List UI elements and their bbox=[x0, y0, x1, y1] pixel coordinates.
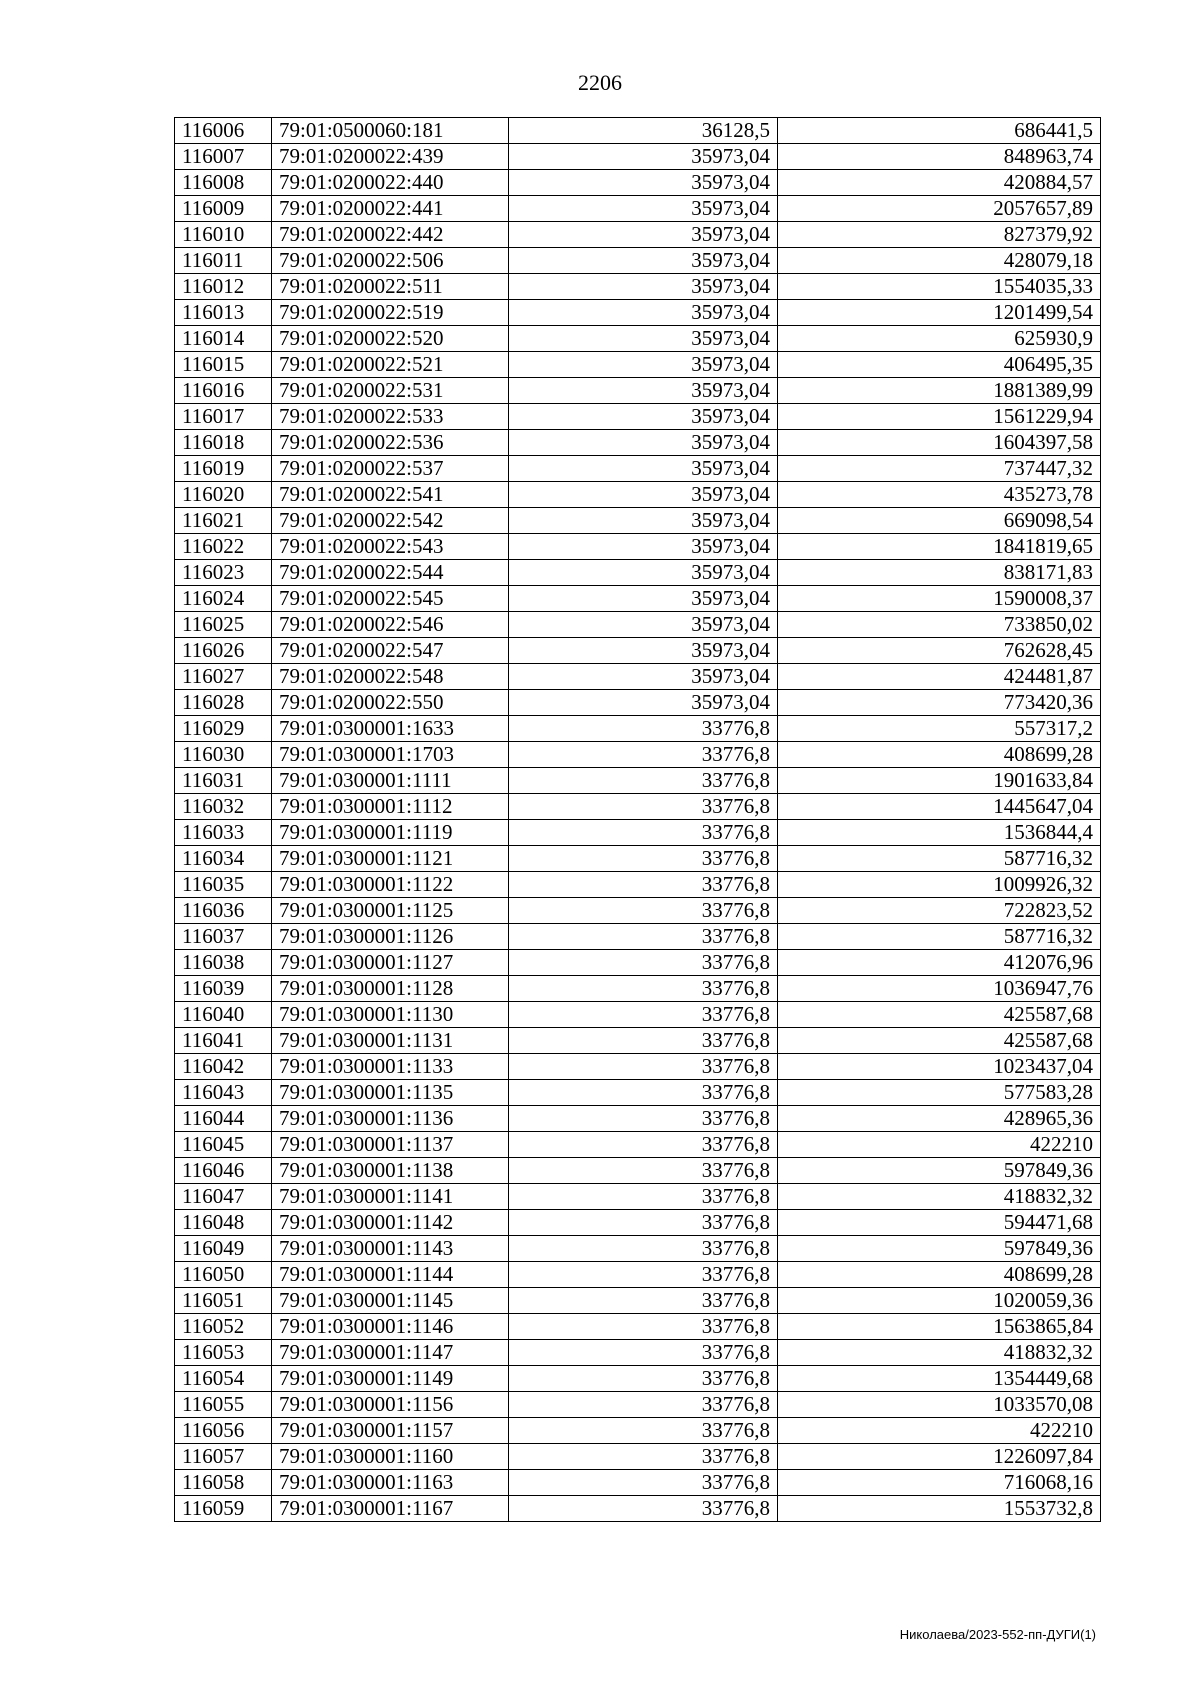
row-number-cell: 116008 bbox=[175, 170, 272, 196]
table-row bbox=[175, 1236, 1101, 1262]
table-row bbox=[175, 950, 1101, 976]
row-number-cell: 116043 bbox=[175, 1080, 272, 1106]
row-number-cell: 116027 bbox=[175, 664, 272, 690]
specific-value-cell: 33776,8 bbox=[509, 768, 778, 794]
cadastral-value-cell: 435273,78 bbox=[778, 482, 1101, 508]
table-row bbox=[175, 534, 1101, 560]
cadastral-number-cell: 79:01:0300001:1125 bbox=[272, 898, 509, 924]
cadastral-number-cell: 79:01:0300001:1145 bbox=[272, 1288, 509, 1314]
cadastral-value-cell: 716068,16 bbox=[778, 1470, 1101, 1496]
row-number-cell: 116009 bbox=[175, 196, 272, 222]
cadastral-value-cell: 848963,74 bbox=[778, 144, 1101, 170]
table-row bbox=[175, 1262, 1101, 1288]
specific-value-cell: 33776,8 bbox=[509, 794, 778, 820]
cadastral-value-cell: 597849,36 bbox=[778, 1158, 1101, 1184]
row-number-cell: 116014 bbox=[175, 326, 272, 352]
specific-value-cell: 35973,04 bbox=[509, 248, 778, 274]
cadastral-number-cell: 79:01:0300001:1128 bbox=[272, 976, 509, 1002]
cadastral-value-cell: 1561229,94 bbox=[778, 404, 1101, 430]
row-number-cell: 116046 bbox=[175, 1158, 272, 1184]
row-number-cell: 116044 bbox=[175, 1106, 272, 1132]
cadastral-number-cell: 79:01:0300001:1157 bbox=[272, 1418, 509, 1444]
row-number-cell: 116011 bbox=[175, 248, 272, 274]
specific-value-cell: 35973,04 bbox=[509, 430, 778, 456]
row-number-cell: 116037 bbox=[175, 924, 272, 950]
cadastral-value-cell: 408699,28 bbox=[778, 1262, 1101, 1288]
cadastral-number-cell: 79:01:0300001:1127 bbox=[272, 950, 509, 976]
cadastral-number-cell: 79:01:0300001:1633 bbox=[272, 716, 509, 742]
cadastral-value-cell: 428079,18 bbox=[778, 248, 1101, 274]
specific-value-cell: 35973,04 bbox=[509, 300, 778, 326]
table-row bbox=[175, 1080, 1101, 1106]
cadastral-value-cell: 406495,35 bbox=[778, 352, 1101, 378]
table-row bbox=[175, 430, 1101, 456]
cadastral-number-cell: 79:01:0200022:521 bbox=[272, 352, 509, 378]
specific-value-cell: 33776,8 bbox=[509, 924, 778, 950]
row-number-cell: 116047 bbox=[175, 1184, 272, 1210]
row-number-cell: 116040 bbox=[175, 1002, 272, 1028]
cadastral-value-cell: 1563865,84 bbox=[778, 1314, 1101, 1340]
row-number-cell: 116056 bbox=[175, 1418, 272, 1444]
table-row bbox=[175, 508, 1101, 534]
cadastral-number-cell: 79:01:0200022:546 bbox=[272, 612, 509, 638]
row-number-cell: 116039 bbox=[175, 976, 272, 1002]
row-number-cell: 116057 bbox=[175, 1444, 272, 1470]
cadastral-number-cell: 79:01:0300001:1133 bbox=[272, 1054, 509, 1080]
row-number-cell: 116025 bbox=[175, 612, 272, 638]
table-row bbox=[175, 1392, 1101, 1418]
specific-value-cell: 33776,8 bbox=[509, 1028, 778, 1054]
row-number-cell: 116036 bbox=[175, 898, 272, 924]
cadastral-number-cell: 79:01:0300001:1703 bbox=[272, 742, 509, 768]
cadastral-number-cell: 79:01:0200022:519 bbox=[272, 300, 509, 326]
row-number-cell: 116053 bbox=[175, 1340, 272, 1366]
row-number-cell: 116059 bbox=[175, 1496, 272, 1522]
cadastral-number-cell: 79:01:0200022:542 bbox=[272, 508, 509, 534]
cadastral-number-cell: 79:01:0300001:1156 bbox=[272, 1392, 509, 1418]
cadastral-number-cell: 79:01:0300001:1147 bbox=[272, 1340, 509, 1366]
table-row bbox=[175, 1132, 1101, 1158]
cadastral-value-cell: 1354449,68 bbox=[778, 1366, 1101, 1392]
table-row bbox=[175, 300, 1101, 326]
specific-value-cell: 33776,8 bbox=[509, 1002, 778, 1028]
table-row bbox=[175, 1002, 1101, 1028]
table-body bbox=[175, 118, 1101, 1522]
table-row bbox=[175, 1444, 1101, 1470]
cadastral-value-cell: 773420,36 bbox=[778, 690, 1101, 716]
row-number-cell: 116029 bbox=[175, 716, 272, 742]
cadastral-value-cell: 597849,36 bbox=[778, 1236, 1101, 1262]
table-row bbox=[175, 898, 1101, 924]
table-row bbox=[175, 690, 1101, 716]
cadastral-number-cell: 79:01:0300001:1143 bbox=[272, 1236, 509, 1262]
cadastral-number-cell: 79:01:0200022:537 bbox=[272, 456, 509, 482]
table-row bbox=[175, 456, 1101, 482]
row-number-cell: 116031 bbox=[175, 768, 272, 794]
cadastral-number-cell: 79:01:0300001:1163 bbox=[272, 1470, 509, 1496]
table-row bbox=[175, 664, 1101, 690]
specific-value-cell: 35973,04 bbox=[509, 404, 778, 430]
cadastral-number-cell: 79:01:0300001:1121 bbox=[272, 846, 509, 872]
cadastral-value-cell: 594471,68 bbox=[778, 1210, 1101, 1236]
table-row bbox=[175, 794, 1101, 820]
cadastral-number-cell: 79:01:0300001:1112 bbox=[272, 794, 509, 820]
cadastral-value-cell: 1201499,54 bbox=[778, 300, 1101, 326]
row-number-cell: 116010 bbox=[175, 222, 272, 248]
row-number-cell: 116050 bbox=[175, 1262, 272, 1288]
table-row bbox=[175, 1288, 1101, 1314]
specific-value-cell: 33776,8 bbox=[509, 1340, 778, 1366]
row-number-cell: 116018 bbox=[175, 430, 272, 456]
specific-value-cell: 33776,8 bbox=[509, 820, 778, 846]
specific-value-cell: 33776,8 bbox=[509, 898, 778, 924]
cadastral-value-cell: 1023437,04 bbox=[778, 1054, 1101, 1080]
cadastral-number-cell: 79:01:0200022:545 bbox=[272, 586, 509, 612]
table-row bbox=[175, 638, 1101, 664]
table-row bbox=[175, 1054, 1101, 1080]
cadastral-number-cell: 79:01:0200022:547 bbox=[272, 638, 509, 664]
table-row bbox=[175, 1314, 1101, 1340]
table-row bbox=[175, 716, 1101, 742]
table-row bbox=[175, 378, 1101, 404]
table-row bbox=[175, 326, 1101, 352]
cadastral-value-cell: 425587,68 bbox=[778, 1002, 1101, 1028]
specific-value-cell: 33776,8 bbox=[509, 1210, 778, 1236]
cadastral-value-cell: 737447,32 bbox=[778, 456, 1101, 482]
specific-value-cell: 35973,04 bbox=[509, 274, 778, 300]
cadastral-value-cell: 722823,52 bbox=[778, 898, 1101, 924]
cadastral-value-cell: 422210 bbox=[778, 1418, 1101, 1444]
row-number-cell: 116006 bbox=[175, 118, 272, 144]
table-row bbox=[175, 846, 1101, 872]
cadastral-number-cell: 79:01:0200022:506 bbox=[272, 248, 509, 274]
specific-value-cell: 35973,04 bbox=[509, 170, 778, 196]
table-row bbox=[175, 1028, 1101, 1054]
table-row bbox=[175, 820, 1101, 846]
specific-value-cell: 35973,04 bbox=[509, 690, 778, 716]
row-number-cell: 116017 bbox=[175, 404, 272, 430]
cadastral-number-cell: 79:01:0300001:1149 bbox=[272, 1366, 509, 1392]
cadastral-value-cell: 669098,54 bbox=[778, 508, 1101, 534]
row-number-cell: 116042 bbox=[175, 1054, 272, 1080]
row-number-cell: 116048 bbox=[175, 1210, 272, 1236]
specific-value-cell: 35973,04 bbox=[509, 560, 778, 586]
specific-value-cell: 33776,8 bbox=[509, 1262, 778, 1288]
table-row bbox=[175, 482, 1101, 508]
specific-value-cell: 33776,8 bbox=[509, 1184, 778, 1210]
table-row bbox=[175, 118, 1101, 144]
cadastral-number-cell: 79:01:0200022:441 bbox=[272, 196, 509, 222]
table-row bbox=[175, 404, 1101, 430]
specific-value-cell: 35973,04 bbox=[509, 352, 778, 378]
cadastral-value-cell: 625930,9 bbox=[778, 326, 1101, 352]
row-number-cell: 116026 bbox=[175, 638, 272, 664]
row-number-cell: 116038 bbox=[175, 950, 272, 976]
specific-value-cell: 33776,8 bbox=[509, 976, 778, 1002]
row-number-cell: 116034 bbox=[175, 846, 272, 872]
cadastral-number-cell: 79:01:0300001:1122 bbox=[272, 872, 509, 898]
row-number-cell: 116054 bbox=[175, 1366, 272, 1392]
row-number-cell: 116013 bbox=[175, 300, 272, 326]
specific-value-cell: 35973,04 bbox=[509, 534, 778, 560]
cadastral-value-cell: 428965,36 bbox=[778, 1106, 1101, 1132]
row-number-cell: 116051 bbox=[175, 1288, 272, 1314]
cadastral-value-table bbox=[174, 117, 1101, 1522]
row-number-cell: 116028 bbox=[175, 690, 272, 716]
cadastral-number-cell: 79:01:0200022:442 bbox=[272, 222, 509, 248]
cadastral-value-cell: 1881389,99 bbox=[778, 378, 1101, 404]
cadastral-number-cell: 79:01:0300001:1142 bbox=[272, 1210, 509, 1236]
cadastral-number-cell: 79:01:0300001:1144 bbox=[272, 1262, 509, 1288]
cadastral-value-cell: 2057657,89 bbox=[778, 196, 1101, 222]
row-number-cell: 116058 bbox=[175, 1470, 272, 1496]
table-row bbox=[175, 924, 1101, 950]
cadastral-value-cell: 1590008,37 bbox=[778, 586, 1101, 612]
row-number-cell: 116015 bbox=[175, 352, 272, 378]
specific-value-cell: 35973,04 bbox=[509, 326, 778, 352]
specific-value-cell: 33776,8 bbox=[509, 846, 778, 872]
row-number-cell: 116055 bbox=[175, 1392, 272, 1418]
cadastral-number-cell: 79:01:0200022:440 bbox=[272, 170, 509, 196]
specific-value-cell: 35973,04 bbox=[509, 378, 778, 404]
specific-value-cell: 33776,8 bbox=[509, 1366, 778, 1392]
cadastral-number-cell: 79:01:0300001:1146 bbox=[272, 1314, 509, 1340]
row-number-cell: 116016 bbox=[175, 378, 272, 404]
row-number-cell: 116045 bbox=[175, 1132, 272, 1158]
cadastral-value-cell: 1553732,8 bbox=[778, 1496, 1101, 1522]
cadastral-value-cell: 1020059,36 bbox=[778, 1288, 1101, 1314]
row-number-cell: 116030 bbox=[175, 742, 272, 768]
cadastral-value-cell: 1226097,84 bbox=[778, 1444, 1101, 1470]
table-row bbox=[175, 196, 1101, 222]
document-reference: Николаева/2023-552-пп-ДУГИ(1) bbox=[899, 1627, 1096, 1642]
cadastral-value-cell: 557317,2 bbox=[778, 716, 1101, 742]
table-row bbox=[175, 352, 1101, 378]
cadastral-number-cell: 79:01:0300001:1137 bbox=[272, 1132, 509, 1158]
table-row bbox=[175, 1340, 1101, 1366]
specific-value-cell: 36128,5 bbox=[509, 118, 778, 144]
table-row bbox=[175, 1470, 1101, 1496]
specific-value-cell: 33776,8 bbox=[509, 1288, 778, 1314]
specific-value-cell: 35973,04 bbox=[509, 456, 778, 482]
specific-value-cell: 35973,04 bbox=[509, 612, 778, 638]
cadastral-number-cell: 79:01:0200022:543 bbox=[272, 534, 509, 560]
table-row bbox=[175, 612, 1101, 638]
cadastral-number-cell: 79:01:0300001:1138 bbox=[272, 1158, 509, 1184]
table-row bbox=[175, 1106, 1101, 1132]
table-row bbox=[175, 274, 1101, 300]
cadastral-value-cell: 422210 bbox=[778, 1132, 1101, 1158]
table-row bbox=[175, 560, 1101, 586]
table-row bbox=[175, 768, 1101, 794]
row-number-cell: 116052 bbox=[175, 1314, 272, 1340]
cadastral-number-cell: 79:01:0300001:1130 bbox=[272, 1002, 509, 1028]
cadastral-number-cell: 79:01:0200022:511 bbox=[272, 274, 509, 300]
row-number-cell: 116049 bbox=[175, 1236, 272, 1262]
cadastral-value-cell: 577583,28 bbox=[778, 1080, 1101, 1106]
row-number-cell: 116021 bbox=[175, 508, 272, 534]
row-number-cell: 116032 bbox=[175, 794, 272, 820]
cadastral-number-cell: 79:01:0300001:1119 bbox=[272, 820, 509, 846]
specific-value-cell: 33776,8 bbox=[509, 950, 778, 976]
specific-value-cell: 33776,8 bbox=[509, 742, 778, 768]
table-row bbox=[175, 1418, 1101, 1444]
table-row bbox=[175, 1210, 1101, 1236]
cadastral-value-cell: 1036947,76 bbox=[778, 976, 1101, 1002]
row-number-cell: 116041 bbox=[175, 1028, 272, 1054]
cadastral-value-cell: 425587,68 bbox=[778, 1028, 1101, 1054]
cadastral-value-cell: 1901633,84 bbox=[778, 768, 1101, 794]
specific-value-cell: 33776,8 bbox=[509, 1054, 778, 1080]
specific-value-cell: 33776,8 bbox=[509, 1106, 778, 1132]
table-row bbox=[175, 1184, 1101, 1210]
specific-value-cell: 33776,8 bbox=[509, 1132, 778, 1158]
cadastral-number-cell: 79:01:0200022:536 bbox=[272, 430, 509, 456]
table-row bbox=[175, 1158, 1101, 1184]
specific-value-cell: 35973,04 bbox=[509, 196, 778, 222]
specific-value-cell: 35973,04 bbox=[509, 664, 778, 690]
row-number-cell: 116007 bbox=[175, 144, 272, 170]
cadastral-number-cell: 79:01:0200022:544 bbox=[272, 560, 509, 586]
cadastral-number-cell: 79:01:0300001:1141 bbox=[272, 1184, 509, 1210]
specific-value-cell: 33776,8 bbox=[509, 716, 778, 742]
cadastral-number-cell: 79:01:0500060:181 bbox=[272, 118, 509, 144]
row-number-cell: 116012 bbox=[175, 274, 272, 300]
cadastral-number-cell: 79:01:0300001:1131 bbox=[272, 1028, 509, 1054]
cadastral-value-cell: 424481,87 bbox=[778, 664, 1101, 690]
cadastral-number-cell: 79:01:0300001:1167 bbox=[272, 1496, 509, 1522]
cadastral-number-cell: 79:01:0200022:533 bbox=[272, 404, 509, 430]
row-number-cell: 116024 bbox=[175, 586, 272, 612]
cadastral-value-cell: 587716,32 bbox=[778, 846, 1101, 872]
table-row bbox=[175, 144, 1101, 170]
table-row bbox=[175, 976, 1101, 1002]
cadastral-value-cell: 408699,28 bbox=[778, 742, 1101, 768]
cadastral-value-cell: 1009926,32 bbox=[778, 872, 1101, 898]
cadastral-value-cell: 1033570,08 bbox=[778, 1392, 1101, 1418]
cadastral-value-cell: 686441,5 bbox=[778, 118, 1101, 144]
cadastral-value-cell: 412076,96 bbox=[778, 950, 1101, 976]
table-row bbox=[175, 170, 1101, 196]
cadastral-value-cell: 1841819,65 bbox=[778, 534, 1101, 560]
specific-value-cell: 33776,8 bbox=[509, 872, 778, 898]
specific-value-cell: 35973,04 bbox=[509, 638, 778, 664]
row-number-cell: 116019 bbox=[175, 456, 272, 482]
cadastral-value-cell: 733850,02 bbox=[778, 612, 1101, 638]
cadastral-value-cell: 827379,92 bbox=[778, 222, 1101, 248]
cadastral-value-cell: 1445647,04 bbox=[778, 794, 1101, 820]
cadastral-number-cell: 79:01:0200022:541 bbox=[272, 482, 509, 508]
cadastral-value-cell: 762628,45 bbox=[778, 638, 1101, 664]
cadastral-number-cell: 79:01:0300001:1135 bbox=[272, 1080, 509, 1106]
cadastral-number-cell: 79:01:0300001:1111 bbox=[272, 768, 509, 794]
specific-value-cell: 33776,8 bbox=[509, 1496, 778, 1522]
cadastral-value-cell: 1604397,58 bbox=[778, 430, 1101, 456]
table-row bbox=[175, 872, 1101, 898]
row-number-cell: 116020 bbox=[175, 482, 272, 508]
cadastral-value-cell: 418832,32 bbox=[778, 1340, 1101, 1366]
row-number-cell: 116022 bbox=[175, 534, 272, 560]
cadastral-number-cell: 79:01:0300001:1126 bbox=[272, 924, 509, 950]
specific-value-cell: 35973,04 bbox=[509, 586, 778, 612]
specific-value-cell: 33776,8 bbox=[509, 1392, 778, 1418]
table-row bbox=[175, 222, 1101, 248]
page-number: 2206 bbox=[578, 70, 622, 95]
specific-value-cell: 33776,8 bbox=[509, 1236, 778, 1262]
specific-value-cell: 35973,04 bbox=[509, 222, 778, 248]
cadastral-number-cell: 79:01:0200022:439 bbox=[272, 144, 509, 170]
table-row bbox=[175, 586, 1101, 612]
specific-value-cell: 35973,04 bbox=[509, 482, 778, 508]
cadastral-number-cell: 79:01:0300001:1136 bbox=[272, 1106, 509, 1132]
specific-value-cell: 35973,04 bbox=[509, 144, 778, 170]
cadastral-value-cell: 1536844,4 bbox=[778, 820, 1101, 846]
cadastral-value-cell: 418832,32 bbox=[778, 1184, 1101, 1210]
table-row bbox=[175, 742, 1101, 768]
cadastral-value-cell: 1554035,33 bbox=[778, 274, 1101, 300]
cadastral-value-cell: 587716,32 bbox=[778, 924, 1101, 950]
cadastral-number-cell: 79:01:0200022:550 bbox=[272, 690, 509, 716]
specific-value-cell: 33776,8 bbox=[509, 1418, 778, 1444]
cadastral-value-cell: 420884,57 bbox=[778, 170, 1101, 196]
cadastral-number-cell: 79:01:0200022:531 bbox=[272, 378, 509, 404]
specific-value-cell: 35973,04 bbox=[509, 508, 778, 534]
row-number-cell: 116023 bbox=[175, 560, 272, 586]
specific-value-cell: 33776,8 bbox=[509, 1080, 778, 1106]
row-number-cell: 116035 bbox=[175, 872, 272, 898]
row-number-cell: 116033 bbox=[175, 820, 272, 846]
cadastral-number-cell: 79:01:0300001:1160 bbox=[272, 1444, 509, 1470]
cadastral-number-cell: 79:01:0200022:520 bbox=[272, 326, 509, 352]
table-row bbox=[175, 1366, 1101, 1392]
cadastral-value-cell: 838171,83 bbox=[778, 560, 1101, 586]
table-row bbox=[175, 248, 1101, 274]
specific-value-cell: 33776,8 bbox=[509, 1470, 778, 1496]
specific-value-cell: 33776,8 bbox=[509, 1444, 778, 1470]
table-row bbox=[175, 1496, 1101, 1522]
specific-value-cell: 33776,8 bbox=[509, 1314, 778, 1340]
specific-value-cell: 33776,8 bbox=[509, 1158, 778, 1184]
cadastral-number-cell: 79:01:0200022:548 bbox=[272, 664, 509, 690]
